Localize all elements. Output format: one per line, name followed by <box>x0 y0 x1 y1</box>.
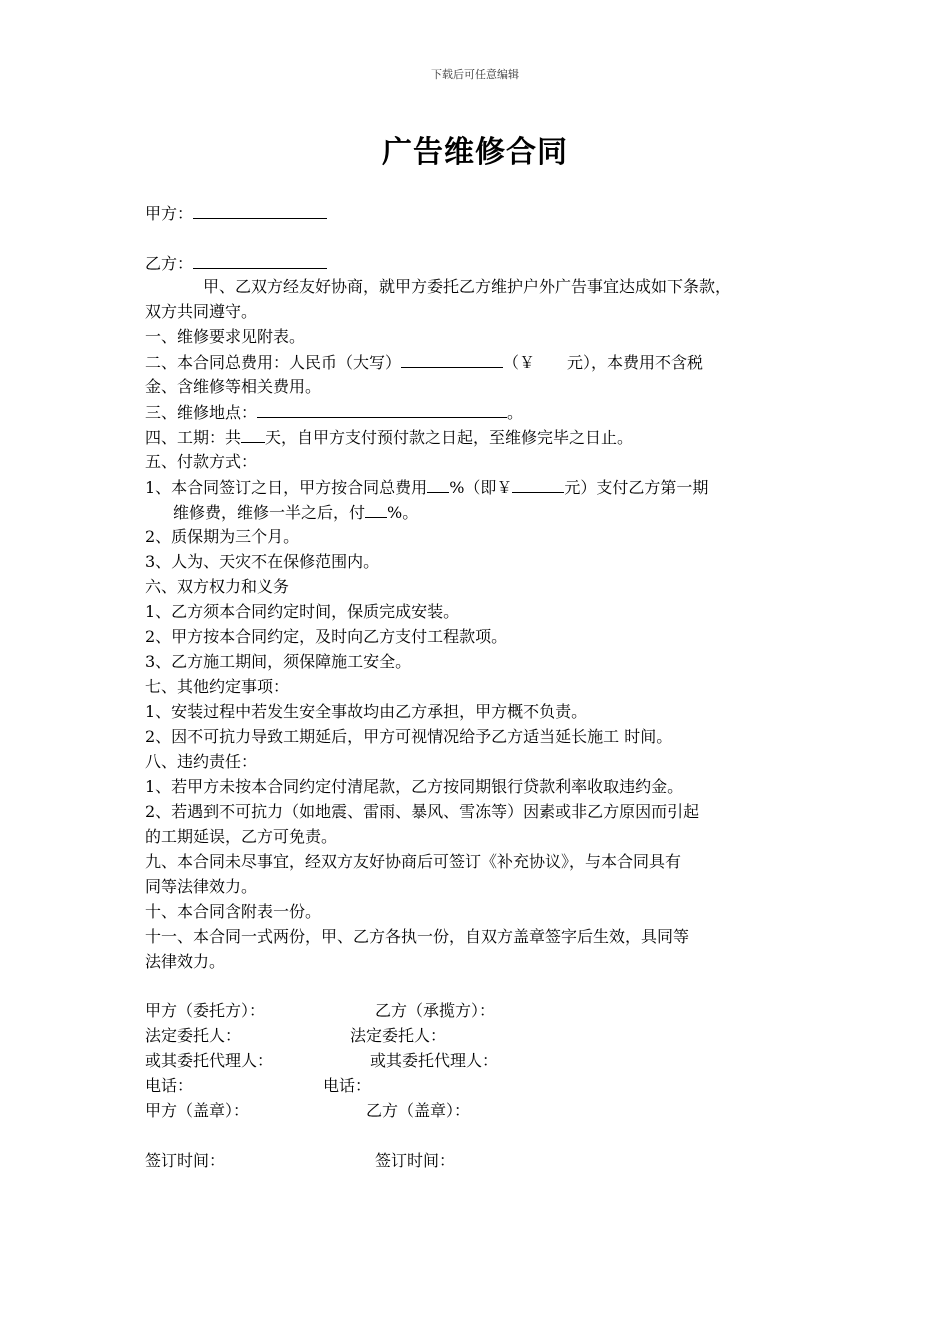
clause-10: 十、本合同含附表一份。 <box>145 902 322 921</box>
sign-a-agent: 或其委托代理人： <box>145 1051 274 1070</box>
sign-b-phone: 电话： <box>323 1076 372 1095</box>
clause-6-2: 2、甲方按本合同约定，及时向乙方支付工程款项。 <box>145 627 508 646</box>
clause-5-1-text-a: 1、本合同签订之日，甲方按合同总费用 <box>145 478 428 497</box>
clause-3-text-a: 三、维修地点： <box>145 403 258 422</box>
sign-b-date: 签订时间： <box>375 1151 456 1170</box>
sign-a-phone: 电话： <box>145 1076 194 1095</box>
clause-2-text-a: 二、本合同总费用：人民币（大写） <box>145 353 402 372</box>
clause-7-2: 2、因不可抗力导致工期延后，甲方可视情况给予乙方适当延长施工 时间。 <box>145 727 673 746</box>
page-header: 下载后可任意编辑 <box>431 68 519 81</box>
clause-11-line-2: 法律效力。 <box>145 952 226 971</box>
sign-a-date: 签订时间： <box>145 1151 226 1170</box>
intro-line-1: 甲、乙双方经友好协商，就甲方委托乙方维护户外广告事宜达成如下条款， <box>203 277 732 296</box>
days-blank[interactable] <box>241 424 265 443</box>
clause-7-1: 1、安装过程中若发生安全事故均由乙方承担，甲方概不负责。 <box>145 702 588 721</box>
location-blank[interactable] <box>257 399 507 418</box>
clause-9-line-2: 同等法律效力。 <box>145 877 258 896</box>
party-b-label: 乙方： <box>145 254 194 273</box>
clause-5-1-text-b: %（即￥ <box>449 478 513 497</box>
sign-a-seal: 甲方（盖章）： <box>145 1101 250 1120</box>
clause-5-1-line-2 <box>173 499 418 525</box>
percent-blank-1[interactable] <box>427 474 449 493</box>
clause-8-1: 1、若甲方未按本合同约定付清尾款，乙方按同期银行贷款利率收取违约金。 <box>145 777 684 796</box>
clause-3 <box>145 399 523 425</box>
sign-a-principal: 甲方（委托方）： <box>145 1001 266 1020</box>
sign-b-legal: 法定委托人： <box>350 1026 447 1045</box>
clause-2-line-1 <box>145 349 703 375</box>
sign-b-seal: 乙方（盖章）： <box>366 1101 471 1120</box>
clause-6-3: 3、乙方施工期间，须保障施工安全。 <box>145 652 412 671</box>
fee-amount-blank[interactable] <box>401 349 503 368</box>
clause-5: 五、付款方式： <box>145 452 258 471</box>
clause-2-line-2: 金、含维修等相关费用。 <box>145 377 322 396</box>
clause-5-1-text-d: 维修费，维修一半之后，付 <box>173 503 366 522</box>
clause-5-1-text-c: 元）支付乙方第一期 <box>564 478 709 497</box>
clause-6: 六、双方权力和义务 <box>145 577 290 596</box>
clause-1: 一、维修要求见附表。 <box>145 327 306 346</box>
party-a-label: 甲方： <box>145 204 194 223</box>
clause-2-text-b: （￥ 元），本费用不含税 <box>503 353 704 372</box>
clause-4-text-a: 四、工期：共 <box>145 428 242 447</box>
clause-11-line-1: 十一、本合同一式两份，甲、乙方各执一份，自双方盖章签字后生效，具同等 <box>145 927 690 946</box>
party-b-line <box>145 250 327 276</box>
clause-7: 七、其他约定事项： <box>145 677 290 696</box>
party-a-line <box>145 200 327 226</box>
percent-blank-2[interactable] <box>365 499 387 518</box>
clause-3-text-b: 。 <box>507 403 524 422</box>
sign-b-agent: 或其委托代理人： <box>370 1051 499 1070</box>
clause-4-text-b: 天，自甲方支付预付款之日起，至维修完毕之日止。 <box>265 428 634 447</box>
party-b-blank[interactable] <box>193 250 327 269</box>
clause-8: 八、违约责任： <box>145 752 258 771</box>
clause-5-3: 3、人为、天灾不在保修范围内。 <box>145 552 380 571</box>
party-a-blank[interactable] <box>193 200 327 219</box>
amount-blank[interactable] <box>512 474 564 493</box>
sign-a-legal: 法定委托人： <box>145 1026 242 1045</box>
intro-line-2: 双方共同遵守。 <box>145 302 258 321</box>
clause-9-line-1: 九、本合同未尽事宜，经双方友好协商后可签订《补充协议》，与本合同具有 <box>145 852 682 871</box>
clause-8-2-line-1: 2、若遇到不可抗力（如地震、雷雨、暴风、雪冻等）因素或非乙方原因而引起 <box>145 802 700 821</box>
clause-5-2: 2、质保期为三个月。 <box>145 527 300 546</box>
clause-5-1-text-e: %。 <box>387 503 419 522</box>
sign-b-contractor: 乙方（承揽方）： <box>375 1001 496 1020</box>
document-title: 广告维修合同 <box>382 135 568 170</box>
clause-5-1-line-1 <box>145 474 708 500</box>
clause-6-1: 1、乙方须本合同约定时间，保质完成安装。 <box>145 602 460 621</box>
clause-4 <box>145 424 633 450</box>
clause-8-2-line-2: 的工期延误，乙方可免责。 <box>145 827 338 846</box>
